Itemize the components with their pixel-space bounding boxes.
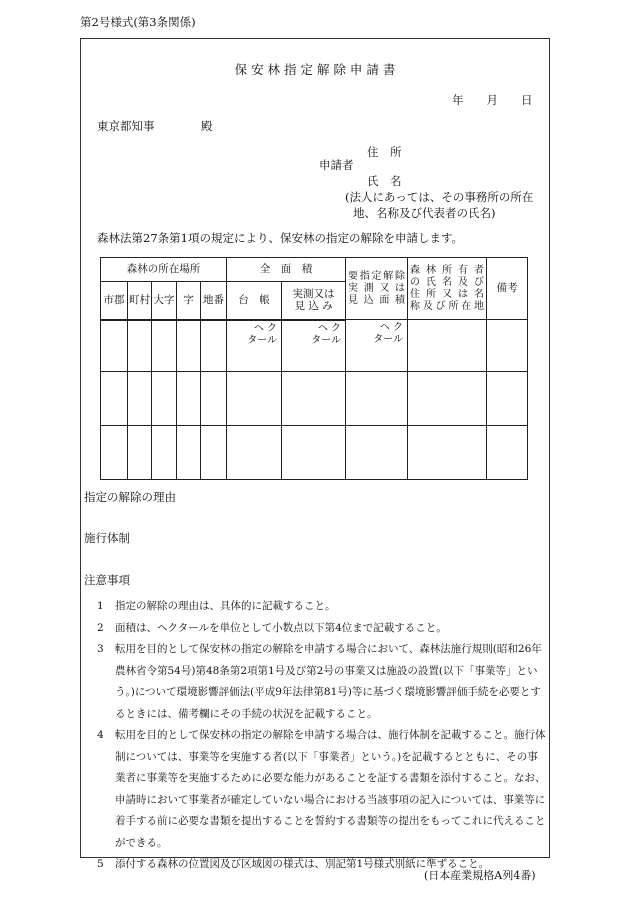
col-survey: [282, 282, 346, 320]
owner-line1: 森 林 所 有 者: [410, 264, 485, 276]
note-number: 3: [97, 643, 104, 655]
honorific: 殿: [201, 119, 213, 133]
cell-aza[interactable]: [177, 320, 201, 372]
cell-required-area[interactable]: [346, 426, 408, 480]
cell-ledger[interactable]: [227, 372, 282, 426]
cell-ledger[interactable]: [227, 320, 282, 372]
col-ledger: 台 帳: [227, 282, 282, 320]
survey-line1: 実測又は: [292, 287, 335, 300]
cell-required-area[interactable]: [346, 320, 408, 372]
name-label: 氏 名: [367, 174, 402, 188]
remarks-header: 備考: [487, 258, 528, 320]
owner-line3: 住 所 又 は 名: [410, 288, 485, 300]
paper-size-note: (日本産業規格A列4番): [424, 869, 536, 882]
area-header: 全 面 積: [227, 258, 346, 282]
note-number: 5: [97, 858, 104, 870]
cell-required-area[interactable]: [346, 372, 408, 426]
owner-header: [408, 258, 487, 320]
note-text: 指定の解除の理由は、具体的に記載すること。: [115, 600, 336, 612]
cell-owner[interactable]: [408, 372, 487, 426]
cell-city[interactable]: [101, 320, 128, 372]
cell-lot-number[interactable]: [201, 320, 227, 372]
cell-oaza[interactable]: [152, 320, 177, 372]
cell-ledger[interactable]: [227, 426, 282, 480]
corporate-note-line2: 地、名称及び代表者の氏名): [353, 206, 496, 220]
note-text: 添付する森林の位置図及び区域図の様式は、別記第1号様式別紙に準ずること。: [115, 858, 490, 870]
owner-line4: 称及び所在地: [410, 300, 485, 312]
cell-survey[interactable]: [282, 372, 346, 426]
col-aza: 字: [177, 282, 201, 320]
cell-town[interactable]: [128, 320, 152, 372]
cell-aza[interactable]: [177, 426, 201, 480]
cell-lot-number[interactable]: [201, 372, 227, 426]
survey-line2: 見 込 み: [294, 300, 333, 313]
cell-city[interactable]: [101, 426, 128, 480]
required-area-line3: 見 込 面 積: [348, 294, 406, 306]
forest-table: [100, 257, 528, 480]
note-item: [97, 618, 547, 640]
form-number: 第2号様式(第3条関係): [80, 15, 196, 29]
note-number: 4: [97, 729, 104, 741]
notes-title: 注意事項: [84, 573, 130, 587]
col-town: 町村: [128, 282, 152, 320]
reason-label: 指定の解除の理由: [84, 490, 176, 504]
cell-aza[interactable]: [177, 372, 201, 426]
address-label: 住 所: [367, 145, 402, 159]
cell-oaza[interactable]: [152, 372, 177, 426]
cell-survey[interactable]: [282, 426, 346, 480]
note-item: [97, 596, 547, 618]
unit-label-top: ヘ ク: [317, 322, 342, 334]
cell-town[interactable]: [128, 426, 152, 480]
date-line: 年 月 日: [452, 93, 533, 107]
cell-remarks[interactable]: [487, 320, 528, 372]
owner-line2: の 氏 名 及 び: [410, 276, 485, 288]
intro-text: 森林法第27条第1項の規定により、保安林の指定の解除を申請します。: [97, 231, 464, 245]
note-number: 2: [97, 621, 104, 634]
location-header: 森林の所在場所: [101, 258, 227, 282]
corporate-note-line1: (法人にあっては、その事務所の所在: [345, 190, 534, 204]
addressee: 東京都知事: [97, 119, 155, 133]
applicant-label: 申請者: [319, 158, 354, 172]
col-lot-number: 地番: [201, 282, 227, 320]
note-text: 面積は、ヘクタールを単位として小数点以下第4位まで記載すること。: [115, 621, 447, 634]
note-text: 転用を目的として保安林の指定の解除を申請する場合は、施行体制を記載すること。施行体制については、事業等を実施する者(以下「事業者」という。)を記載するとともに、その事業者に事業等を実施するために必要な能力があることを証する書類を添付すること。なお、申請時において事業者が確定していない場合における当該事項の記入については、事業等に着手する前に必要な書類を提出することを誓約する書類等の提出をもってこれに代えることができる。: [115, 729, 546, 849]
cell-survey[interactable]: [282, 320, 346, 372]
unit-label-bottom: タール: [373, 334, 404, 345]
structure-label: 施行体制: [84, 531, 130, 545]
cell-owner[interactable]: [408, 426, 487, 480]
col-oaza: 大字: [152, 282, 177, 320]
cell-remarks[interactable]: [487, 372, 528, 426]
note-text: 転用を目的として保安林の指定の解除を申請する場合において、森林法施行規則(昭和26年農林省令第54号)第48条第2項第1号及び第2号の事業又は施設の設置(以下「事業等」という。)について環境影響評価法(平成9年法律第81号)等に基づく環境影響評価手続を必要とするときには、備考欄にその手続の状況を記載すること。: [115, 643, 542, 720]
note-item: [97, 639, 547, 725]
unit-label-top: ヘ ク: [379, 322, 404, 333]
note-number: 1: [97, 600, 104, 612]
cell-owner[interactable]: [408, 320, 487, 372]
form-title: 保 安 林 指 定 解 除 申 請 書: [234, 62, 396, 77]
note-item: [97, 725, 547, 854]
unit-label-top: ヘ ク: [253, 322, 278, 334]
required-area-line2: 実 測 又 は: [348, 282, 406, 294]
notes-list: [97, 596, 547, 876]
cell-lot-number[interactable]: [201, 426, 227, 480]
cell-town[interactable]: [128, 372, 152, 426]
unit-label-bottom: タール: [247, 334, 278, 346]
unit-label-bottom: タール: [311, 334, 342, 346]
table-row: [101, 320, 528, 372]
required-area-line1: 要指定解除: [348, 270, 406, 282]
required-area-header: [346, 258, 408, 320]
col-city: 市郡: [101, 282, 128, 320]
cell-remarks[interactable]: [487, 426, 528, 480]
table-row: [101, 372, 528, 426]
cell-city[interactable]: [101, 372, 128, 426]
cell-oaza[interactable]: [152, 426, 177, 480]
table-row: [101, 426, 528, 480]
